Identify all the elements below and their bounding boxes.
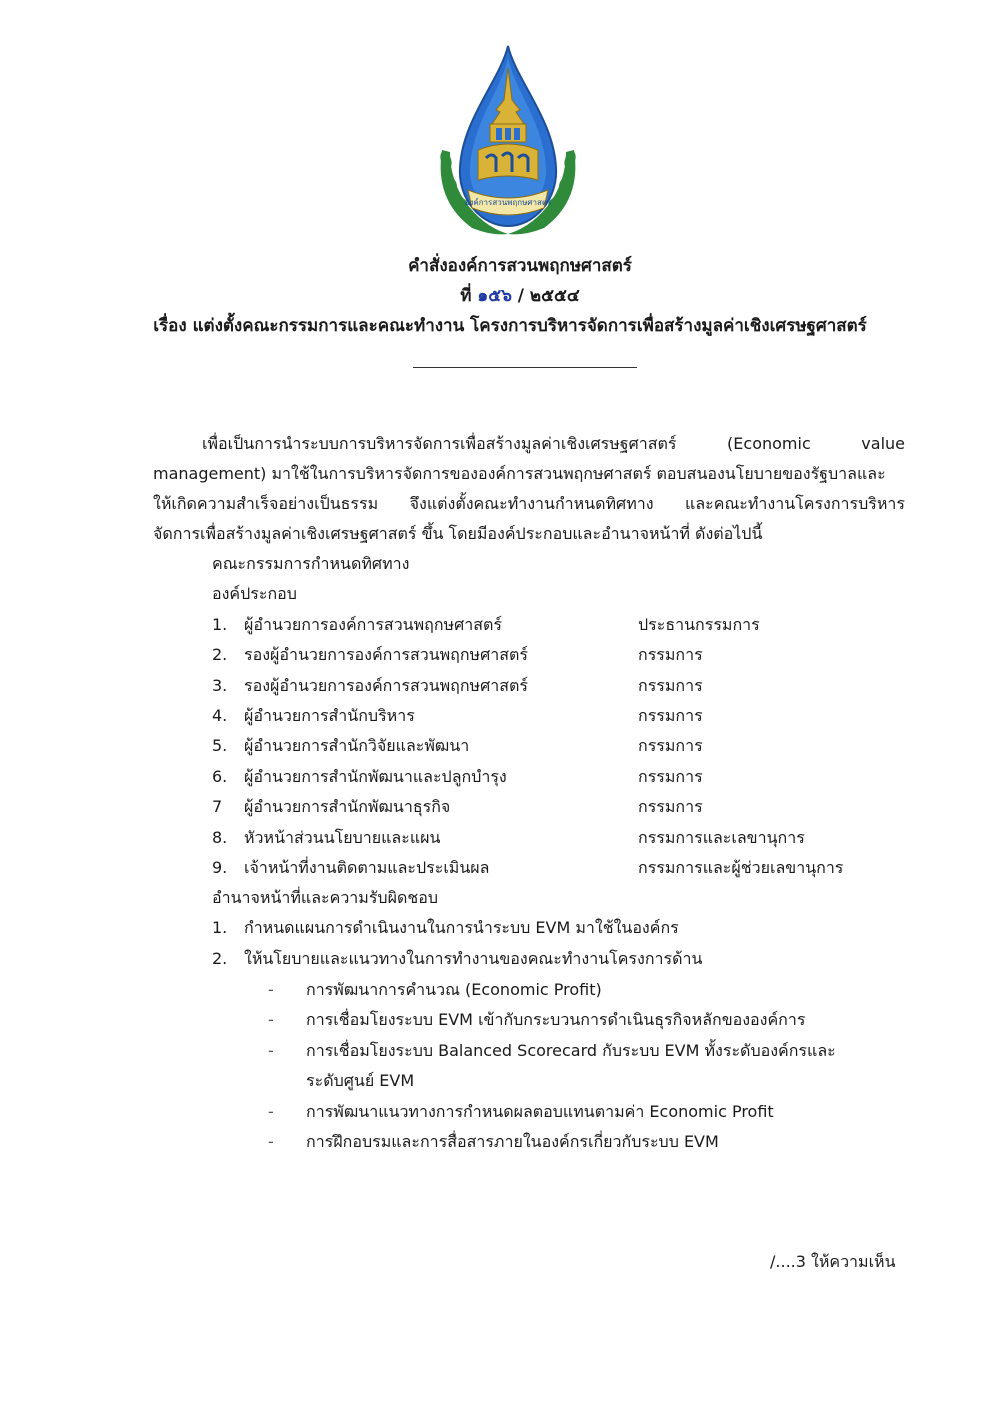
duties-heading: อำนาจหน้าที่และความรับผิดชอบ (212, 888, 438, 907)
committee-heading: คณะกรรมการกำหนดทิศทาง (212, 554, 410, 573)
document-page: องค์การสวนพฤกษศาสตร์ คำสั่งองค์การสวนพฤกษศาสตร์ ที่ ๑๕๖ / ๒๕๕๔ เรื่อง แต่งตั้งคณะกรรมการและคณะทำงาน โครงการบริหารจัดการเพื่อสร้างมูลค่าเชิงเศรษฐศาสตร์ เพื่อเป็นการนำระบบการบริหารจัดการเพื่อสร้างมูลค่าเชิงเศรษฐศาสตร์ (Economic value management) มาใช้ในการบริหารจัดการขององค์การสวนพฤกษศาสตร์ ตอบสนองนโยบายของรัฐบาลและ ให้เกิดความสำเร็จอย่างเป็นธรรม จึงแต่งตั้งคณะทำงานกำหนดทิศทาง และคณะทำงานโครงการบริหาร จัดการเพื่อสร้างมูลค่าเชิงเศรษฐศาสตร์ ขึ้น โดยมีองค์ประกอบและอำนาจหน้าที่ ดังต่อไปนี้ คณะกรรมการกำหนดทิศทาง องค์ประกอบ 1. ผู้อำนวยการองค์การสวนพฤกษศาสตร์ ประธานกรรมการ 2. รองผู้อำนวยการองค์การสวนพฤกษศาสตร์ กรรมการ 3. รองผู้อำนวยการองค์การสวนพฤกษศาสตร์ กรรมการ 4. ผู้อำนวยการสำนักบริหาร กรรมการ 5. ผู้อำนวยการสำนักวิจัยและพัฒนา กรรมการ 6. ผู้อำนวยการสำนักพัฒนาและปลูกบำรุง กรรมการ 7 ผู้อำนวยการสำนักพัฒนาธุรกิจ กรรมการ 8. หัวหน้าส่วนนโยบายและแผน กรรมการและเลขานุการ 9. เจ้าหน้าที่งานติดตามและประเมินผล กรรมการและผู้ช่วยเลขานุการ อำนาจหน้าที่และความรับผิดชอบ 1. กำหนดแผนการดำเนินงานในการนำระบบ EVM มาใช้ในองค์กร 2. ให้นโยบายและแนวทางในการทำงานของคณะทำงานโครงการด้าน - การพัฒนาการคำนวณ (Economic Profit) - การเชื่อมโยงระบบ EVM เข้ากับกระบวนการดำเนินธุรกิจหลักขององค์การ - การเชื่อมโยงระบบ Balanced Scorecard กับระบบ EVM ทั้งระดับองค์กรและ ระดับศูนย์ EVM - การพัฒนาแนวทางการกำหนดผลตอบแทนตามค่า Economic Profit - การฝึกอบรมและการสื่อสารภายในองค์กรเกี่ยวกับระบบ EVM /....3 ให้ความเห็น (0, 0, 1000, 1413)
duty-item: 1. กำหนดแผนการดำเนินงานในการนำระบบ EVM มาใช้ในองค์กร (212, 918, 679, 937)
order-number-value: ๑๕๖ (477, 286, 512, 306)
member-row: 6. ผู้อำนวยการสำนักพัฒนาและปลูกบำรุง กรรมการ (212, 767, 703, 786)
member-row: 9. เจ้าหน้าที่งานติดตามและประเมินผล กรรมการและผู้ช่วยเลขานุการ (212, 858, 844, 877)
composition-heading: องค์ประกอบ (212, 584, 297, 603)
sub-item-continuation: ระดับศูนย์ EVM (306, 1071, 415, 1090)
order-number-prefix: ที่ (460, 286, 472, 306)
member-row: 5. ผู้อำนวยการสำนักวิจัยและพัฒนา กรรมการ (212, 736, 703, 755)
organization-logo (432, 40, 584, 240)
intro-line-4: จัดการเพื่อสร้างมูลค่าเชิงเศรษฐศาสตร์ ขึ้น โดยมีองค์ประกอบและอำนาจหน้าที่ ดังต่อไปนี้ (153, 524, 763, 543)
intro-line-1: เพื่อเป็นการนำระบบการบริหารจัดการเพื่อสร้างมูลค่าเชิงเศรษฐศาสตร์ (Economic value (202, 434, 905, 453)
intro-line-3: ให้เกิดความสำเร็จอย่างเป็นธรรม จึงแต่งตั้งคณะทำงานกำหนดทิศทาง และคณะทำงานโครงการบริหาร (153, 494, 905, 513)
member-row: 8. หัวหน้าส่วนนโยบายและแผน กรรมการและเลขานุการ (212, 828, 805, 847)
member-row: 1. ผู้อำนวยการองค์การสวนพฤกษศาสตร์ ประธานกรรมการ (212, 615, 760, 634)
continuation-note: /....3 ให้ความเห็น (770, 1252, 896, 1271)
order-number (20, 282, 1000, 309)
intro-paragraph (153, 429, 905, 549)
intro-line-2: management) มาใช้ในการบริหารจัดการขององค์การสวนพฤกษศาสตร์ ตอบสนองนโยบายของรัฐบาลและ (153, 464, 886, 483)
member-row: 3. รองผู้อำนวยการองค์การสวนพฤกษศาสตร์ กรรมการ (212, 676, 703, 695)
logo-text: องค์การสวนพฤกษศาสตร์ (464, 198, 552, 207)
member-row: 2. รองผู้อำนวยการองค์การสวนพฤกษศาสตร์ กรรมการ (212, 645, 703, 664)
order-year: / ๒๕๕๔ (517, 286, 580, 306)
divider-line (413, 367, 637, 368)
order-title: คำสั่งองค์การสวนพฤกษศาสตร์ (408, 256, 632, 276)
duty-item: 2. ให้นโยบายและแนวทางในการทำงานของคณะทำงานโครงการด้าน (212, 949, 703, 968)
member-row: 7 ผู้อำนวยการสำนักพัฒนาธุรกิจ กรรมการ (212, 797, 703, 816)
order-subject: เรื่อง แต่งตั้งคณะกรรมการและคณะทำงาน โครงการบริหารจัดการเพื่อสร้างมูลค่าเชิงเศรษฐศาสตร์ (153, 316, 867, 336)
member-row: 4. ผู้อำนวยการสำนักบริหาร กรรมการ (212, 706, 703, 725)
